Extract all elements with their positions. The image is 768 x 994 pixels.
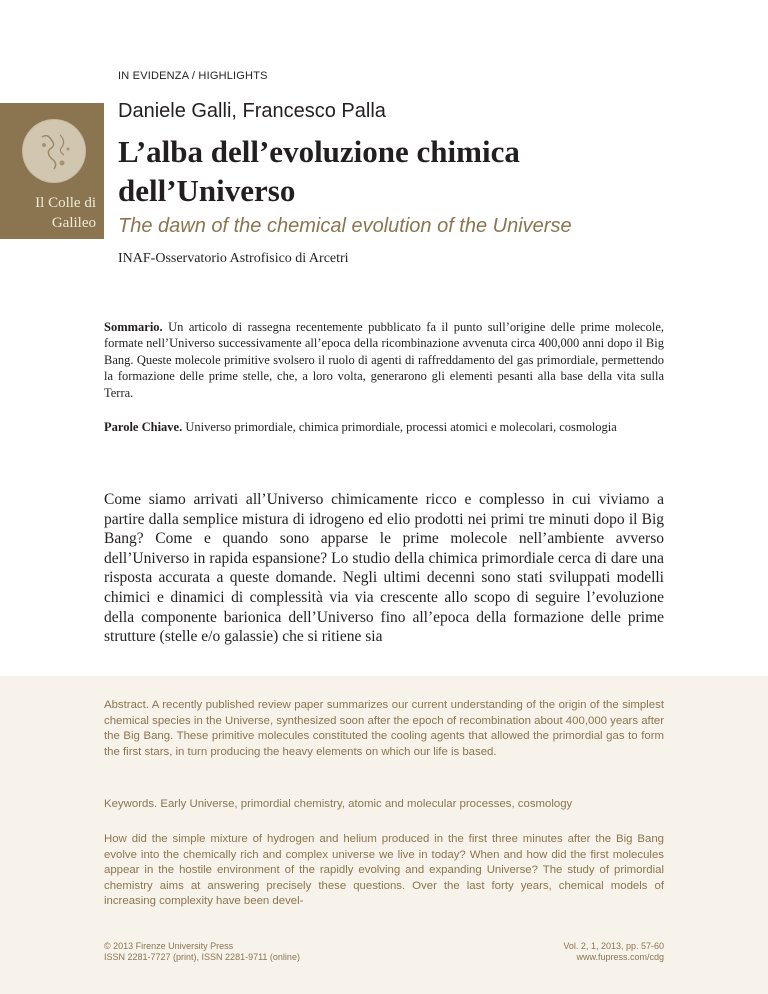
italian-keywords-lead: Parole Chiave. (104, 420, 183, 434)
english-keywords-text: Early Universe, primordial chemistry, atomic and molecular processes, cosmology (157, 798, 573, 810)
english-abstract-lead: Abstract. (104, 699, 149, 711)
logo-text-line1: Il Colle di (35, 195, 96, 211)
footer-volume: Vol. 2, 1, 2013, pp. 57-60 (563, 941, 664, 951)
english-keywords-lead: Keywords. (104, 798, 158, 810)
italian-body-text: Come siamo arrivati all’Universo chimicamente ricco e complesso in cui viviamo a partire dalla semplice mistura di idrogeno ed elio prodotti nei primi tre minuti dopo il Big Bang? Come e quando sono apparse le prime molecole nell’ambiente avverso dell’Universo in rapida espansione? Lo studio della chimica primordiale cerca di dare una risposta accurata a queste domande. Negli ultimi decenni sono stati sviluppati modelli chimici e dinamici di complessità via via crescente allo scopo di seguire l’evoluzione della componente barionica dell’Universo fino all’epoca della formazione delle prime strutture (stelle e/o galassie) che si ritiene sia (104, 491, 664, 646)
logo-text-line2: Galileo (51, 215, 96, 231)
italian-abstract-lead: Sommario. (104, 320, 163, 334)
footer-website-link[interactable]: www.fupress.com/cdg (576, 951, 664, 962)
moon-seal-icon (22, 119, 86, 183)
italian-keywords (104, 419, 664, 435)
italian-keywords-text: Universo primordiale, chimica primordiale, processi atomici e molecolari, cosmologia (182, 420, 617, 434)
article-affiliation: INAF-Osservatorio Astrofisico di Arcetri (118, 251, 349, 266)
english-abstract-text: A recently published review paper summarizes our current understanding of the origin of the simplest chemical species in the Universe, synthesized soon after the epoch of recombination about 400,000 years after the Big Bang. These primitive molecules constituted the cooling agents that allowed the primordial gas to form the first stars, in turn producing the heavy elements on which our life is based. (104, 699, 664, 758)
italian-abstract-text: Un articolo di rassegna recentemente pubblicato fa il punto sull’origine delle prime molecole, formate nell’Universo successivamente all’epoca della ricombinazione avvenuta circa 400,000 anni dopo il Big Bang. Queste molecole primitive svolsero il ruolo di agenti di raffreddamento del gas primordiale, permettendo la formazione delle prime stelle, che, a loro volta, generarono gli elementi pesanti alla base della vita sulla Terra. (104, 320, 664, 400)
english-abstract (104, 698, 664, 760)
english-body-text: How did the simple mixture of hydrogen and helium produced in the first three minutes after the Big Bang evolve into the chemically rich and complex universe we live in today? When and how did the first molecules appear in the hostile environment of the rapidly evolving and expanding Universe? The study of primordial chemistry aims at answering precisely these questions. Over the last forty years, chemical models of increasing complexity have been devel- (104, 833, 664, 908)
english-keywords (104, 797, 664, 813)
section-label: IN EVIDENZA / HIGHLIGHTS (118, 70, 268, 82)
footer-publisher (104, 941, 300, 962)
footer-issn: ISSN 2281-7727 (print), ISSN 2281-9711 (online) (104, 951, 300, 962)
italian-abstract (104, 319, 664, 401)
article-title: L’alba dell’evoluzione chimica dell’Universo (118, 134, 520, 208)
article-subtitle: The dawn of the chemical evolution of the Universe (118, 215, 572, 237)
article-authors: Daniele Galli, Francesco Palla (118, 100, 386, 122)
footer-copyright: © 2013 Firenze University Press (104, 941, 234, 951)
footer-citation (563, 941, 664, 962)
journal-logo (0, 103, 104, 239)
